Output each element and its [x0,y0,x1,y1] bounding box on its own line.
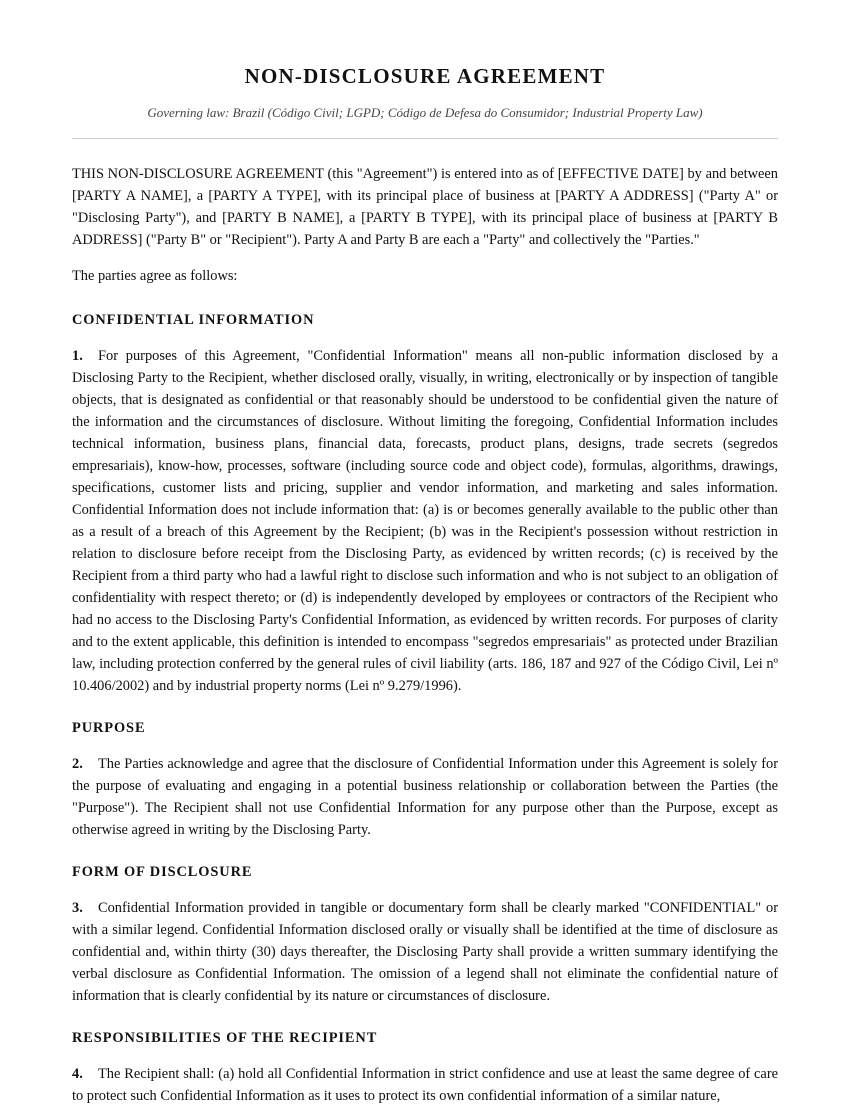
section-heading: CONFIDENTIAL INFORMATION [72,312,315,328]
clause-text: For purposes of this Agreement, "Confidential Information" means all non-public information disclosed by a Disclosing Party to the Recipient, whether disclosed orally, visually, in writing, electronically or by inspection of tangible objects, that is designated as confidential or that reasonably should be understood to be confidential given the nature of the information and the circumstances of disclosure. Without limiting the foregoing, Confidential Information includes technical information, business plans, financial data, forecasts, product plans, designs, trade secrets (segredos empresariais), know-how, processes, software (including source code and object code), formulas, algorithms, drawings, specifications, customer lists and pricing, supplier and vendor information, and marketing and sales information. Confidential Information does not include information that: (a) is or becomes generally available to the public other than as a result of a breach of this Agreement by the Recipient; (b) was in the Recipient's possession without restriction in relation to disclosure before receipt from the Disclosing Party, as evidenced by written records; (c) is received by the Recipient from a third party who had a lawful right to disclose such information and who is not subject to an obligation of confidentiality with respect thereto; or (d) is independently developed by employees or contractors of the Recipient who had no access to the Disclosing Party's Confidential Information, as evidenced by written records. For purposes of clarity and to the extent applicable, this definition is intended to encompass "segredos empresariais" as protected under Brazilian law, including protection conferred by the general rules of civil liability (arts. 186, 187 and 927 of the Código Civil, Lei nº 10.406/2002) and by industrial property norms (Lei nº 9.279/1996). [72,348,778,694]
governing-law-subtitle: Governing law: Brazil (Código Civil; LGPD; Código de Defesa do Consumidor; Industrial Property Law) [147,105,703,120]
clause-number: 3. [72,900,83,916]
clause-text: The Parties acknowledge and agree that the disclosure of Confidential Information under this Agreement is solely for the purpose of evaluating and engaging in a potential business relationship or collaboration between the Parties (the "Purpose"). The Recipient shall not use Confidential Information for any purpose other than the Purpose, except as otherwise agreed in writing by the Disclosing Party. [72,756,778,838]
clause-text: Confidential Information provided in tangible or documentary form shall be clearly marked "CONFIDENTIAL" or with a similar legend. Confidential Information disclosed orally or visually shall be identified at the time of disclosure as confidential and, within thirty (30) days thereafter, the Disclosing Party shall provide a written summary identifying the verbal disclosure as Confidential Information. The omission of a legend shall not eliminate the confidential nature of information that is clearly confidential by its nature or circumstances of disclosure. [72,900,778,1004]
section-confidential-information [72,310,778,697]
clause-number: 4. [72,1066,83,1082]
header-divider [72,138,778,139]
section-form-of-disclosure [72,862,778,1007]
clause-paragraph [72,897,778,1007]
section-heading: FORM OF DISCLOSURE [72,864,253,880]
clause-paragraph [72,1063,778,1107]
clause-number: 2. [72,756,83,772]
clause-paragraph [72,753,778,841]
clause-text: The Recipient shall: (a) hold all Confidential Information in strict confidence and use at least the same degree of care to protect such Confidential Information as it uses to protect its own confidential information of a similar nature, [72,1066,778,1104]
section-purpose [72,718,778,841]
section-responsibilities-of-recipient [72,1028,778,1107]
intro-paragraph: THIS NON-DISCLOSURE AGREEMENT (this "Agreement") is entered into as of [EFFECTIVE DATE] by and between [PARTY A NAME], a [PARTY A TYPE], with its principal place of business at [PARTY A ADDRESS] ("Party A" or "Disclosing Party"), and [PARTY B NAME], a [PARTY B TYPE], with its principal place of business at [PARTY B ADDRESS] ("Party B" or "Recipient"). Party A and Party B are each a "Party" and collectively the "Parties." [72,166,778,248]
document-page [72,0,778,1107]
clause-paragraph [72,345,778,697]
document-title: NON-DISCLOSURE AGREEMENT [244,64,606,88]
clause-number: 1. [72,348,83,364]
section-heading: PURPOSE [72,720,146,736]
agreement-lead-in: The parties agree as follows: [72,268,238,284]
section-heading: RESPONSIBILITIES OF THE RECIPIENT [72,1030,378,1046]
